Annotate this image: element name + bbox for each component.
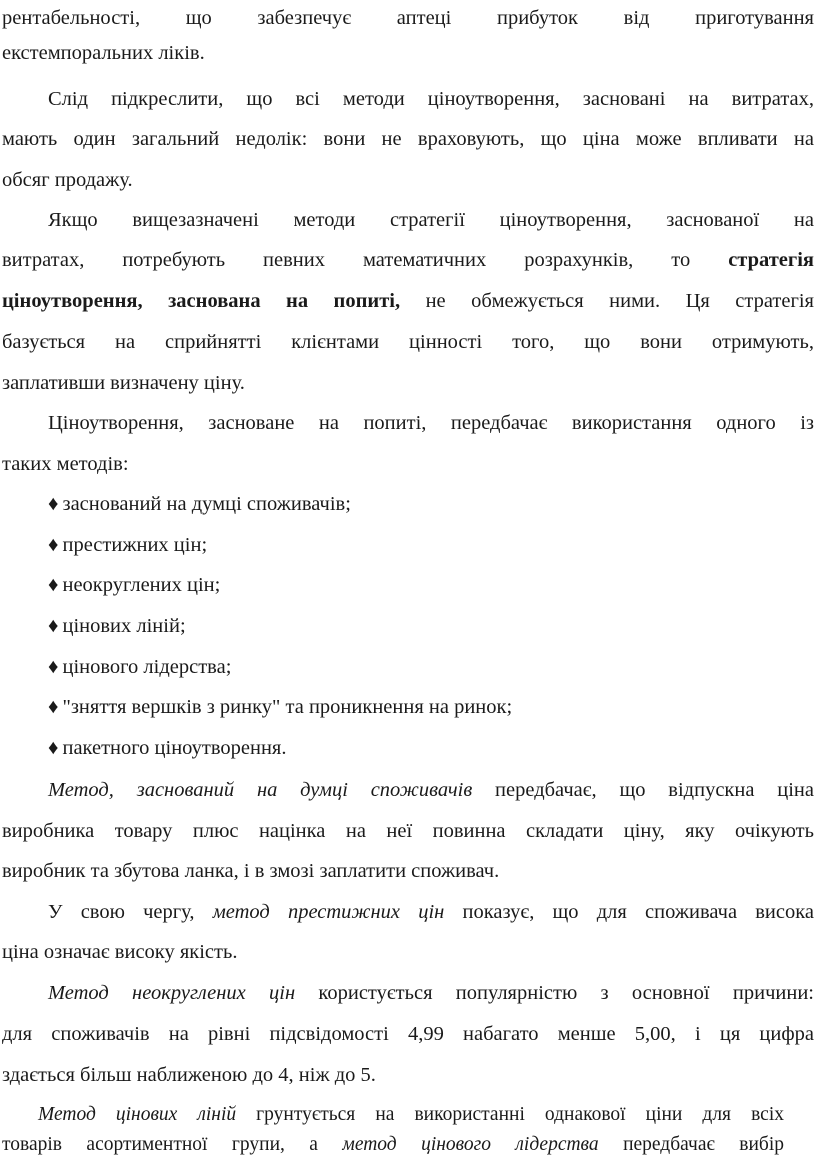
paragraph-line bbox=[2, 250, 814, 271]
list-item bbox=[48, 494, 351, 515]
paragraph-line: обсяг продажу. bbox=[2, 169, 133, 191]
paragraph-line bbox=[2, 291, 814, 312]
text-run: грунтується на використанні однакової ціни для всіх bbox=[236, 1104, 784, 1125]
list-item-label: пакетного ціноутворення. bbox=[62, 737, 287, 759]
list-item-label: престижних цін; bbox=[62, 534, 208, 556]
diamond-bullet-icon: ♦ bbox=[48, 737, 59, 759]
list-item-label: "зняття вершків з ринку" та проникнення на ринок; bbox=[62, 696, 513, 718]
paragraph-line: таких методів: bbox=[2, 453, 129, 475]
text-run: не обмежується ними. Ця стратегія bbox=[400, 290, 814, 312]
text-run: показує, що для споживача висока bbox=[444, 901, 814, 923]
paragraph-line bbox=[48, 780, 814, 801]
paragraph-line: мають один загальний недолік: вони не враховують, що ціна може впливати на bbox=[2, 128, 814, 150]
paragraph-line: базується на сприйнятті клієнтами цінності того, що вони отримують, bbox=[2, 331, 814, 353]
list-item-label: заснований на думці споживачів; bbox=[62, 493, 351, 515]
paragraph-line: здається більш наближеною до 4, ніж до 5. bbox=[2, 1064, 376, 1086]
paragraph-line: заплативши визначену ціну. bbox=[2, 372, 245, 394]
paragraph-line bbox=[48, 983, 814, 1004]
bold-term: стратегія bbox=[728, 249, 814, 271]
list-item bbox=[48, 535, 207, 556]
paragraph-line: для споживачів на рівні підсвідомості 4,99 набагато менше 5,00, і ця цифра bbox=[2, 1023, 814, 1045]
text-run: передбачає, що відпускна ціна bbox=[472, 779, 815, 801]
paragraph-line bbox=[38, 1105, 784, 1125]
diamond-bullet-icon: ♦ bbox=[48, 574, 59, 596]
list-item-label: неокруглених цін; bbox=[62, 574, 221, 596]
diamond-bullet-icon: ♦ bbox=[48, 656, 59, 678]
diamond-bullet-icon: ♦ bbox=[48, 615, 59, 637]
bold-term: ціноутворення, заснована на попиті, bbox=[2, 290, 401, 312]
paragraph-line bbox=[48, 902, 814, 923]
italic-term: Метод, заснований на думці споживачів bbox=[48, 779, 473, 801]
text-run: У свою чергу, bbox=[48, 901, 213, 923]
list-item bbox=[48, 575, 220, 596]
paragraph-line: рентабельності, що забезпечує аптеці прибуток від приготування bbox=[2, 7, 814, 29]
text-run: витратах, потребують певних математичних розрахунків, то bbox=[2, 249, 729, 271]
paragraph-line: Ціноутворення, засноване на попиті, передбачає використання одного із bbox=[48, 412, 814, 434]
list-item bbox=[48, 657, 231, 678]
list-item-label: цінового лідерства; bbox=[62, 656, 232, 678]
text-run: передбачає вибір bbox=[598, 1134, 785, 1155]
diamond-bullet-icon: ♦ bbox=[48, 493, 59, 515]
paragraph-line: Якщо вищезазначені методи стратегії ціноутворення, заснованої на bbox=[48, 209, 814, 231]
italic-term: метод престижних цін bbox=[212, 901, 445, 923]
list-item bbox=[48, 616, 186, 637]
paragraph-line bbox=[2, 1135, 784, 1155]
list-item bbox=[48, 697, 512, 718]
paragraph-line: екстемпоральних ліків. bbox=[2, 42, 205, 64]
list-item-label: цінових ліній; bbox=[62, 615, 186, 637]
text-run: користується популярністю з основної причини: bbox=[295, 982, 814, 1004]
italic-term: Метод неокруглених цін bbox=[48, 982, 296, 1004]
paragraph-line: виробника товару плюс націнка на неї повинна складати ціну, яку очікують bbox=[2, 820, 814, 842]
list-item bbox=[48, 738, 287, 759]
diamond-bullet-icon: ♦ bbox=[48, 696, 59, 718]
paragraph-line: Слід підкреслити, що всі методи ціноутворення, засновані на витратах, bbox=[48, 88, 814, 110]
diamond-bullet-icon: ♦ bbox=[48, 534, 59, 556]
italic-term: метод цінового лідерства bbox=[342, 1134, 599, 1155]
text-run: товарів асортиментної групи, а bbox=[2, 1134, 343, 1155]
italic-term: Метод цінових ліній bbox=[38, 1104, 237, 1125]
paragraph-line: ціна означає високу якість. bbox=[2, 941, 238, 963]
paragraph-line: виробник та збутова ланка, і в змозі заплатити споживач. bbox=[2, 860, 500, 882]
